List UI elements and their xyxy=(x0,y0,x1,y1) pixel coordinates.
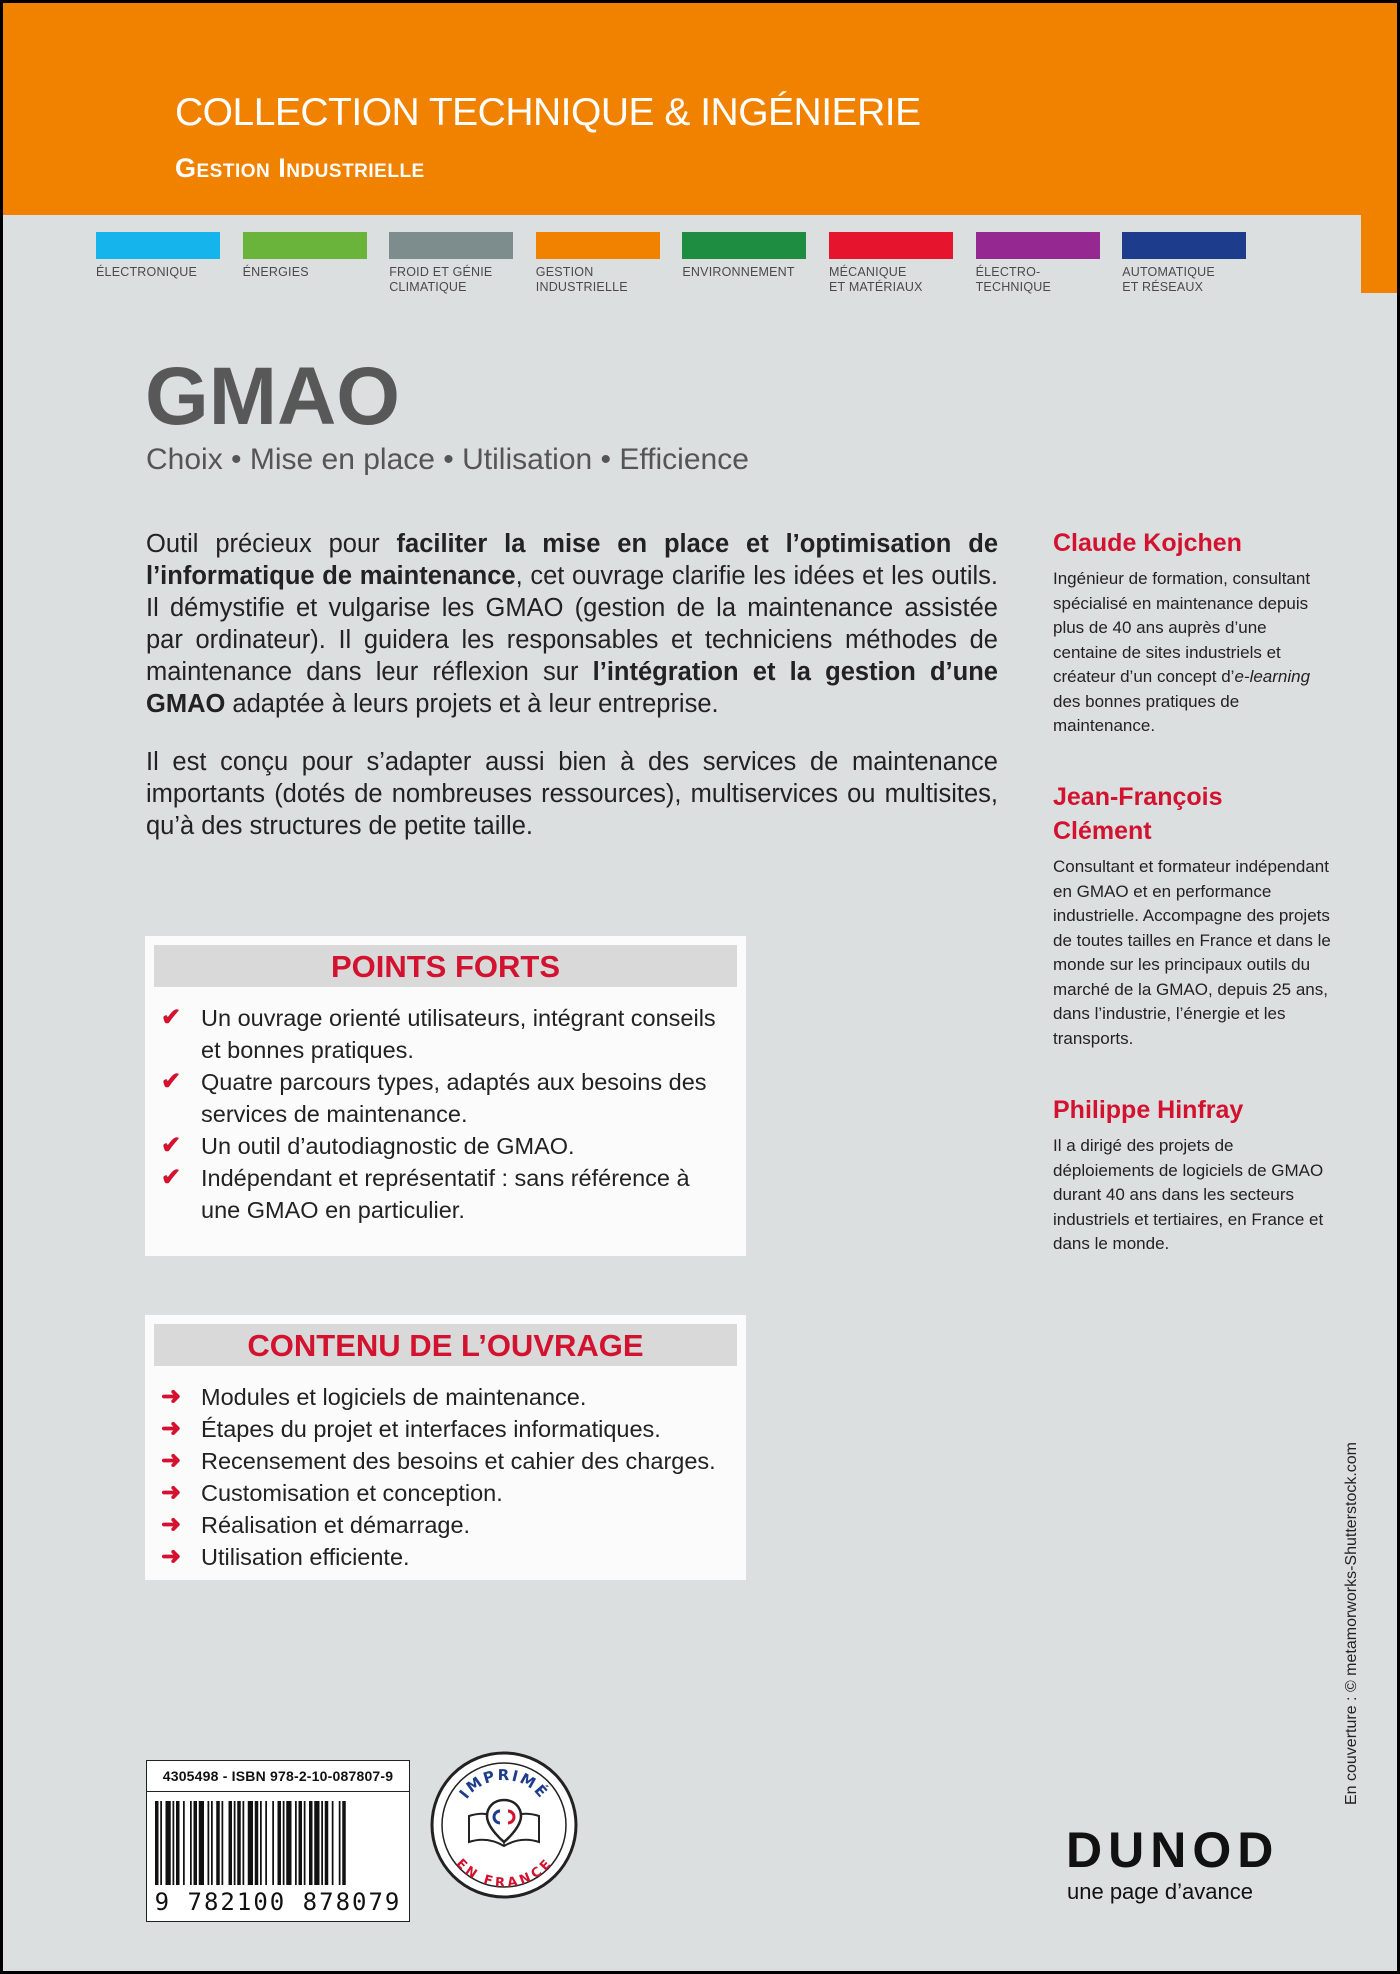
isbn-code-line: 4305498 - ISBN 978-2-10-087807-9 xyxy=(147,1761,409,1792)
author-name-2: Jean-François Clément xyxy=(1053,783,1223,845)
category-label: ÉLECTRONIQUE xyxy=(96,265,198,279)
category-label: ENVIRONNEMENT xyxy=(682,265,795,279)
arrow-right-icon: ➜ xyxy=(161,1543,182,1570)
category-1 xyxy=(243,232,367,280)
checkmark-icon: ✔ xyxy=(161,1132,182,1159)
points-forts-box xyxy=(145,936,746,1256)
stamp-bottom-text: EN FRANCE xyxy=(452,1856,556,1892)
list-item-text: Un outil d’autodiagnostic de GMAO. xyxy=(201,1133,575,1159)
intro-text-run: , cet ouvrage clarifie les idées et les outils. Il démystifie et vulgarise les GMAO (gestion de la maintenance assistée par ordinateur). Il guidera les responsables et techniciens méthodes de maintenance dans leur réflexion sur xyxy=(146,562,998,686)
category-label: MÉCANIQUE ET MATÉRIAUX xyxy=(829,265,923,294)
category-color-bar xyxy=(96,232,220,259)
category-color-bar xyxy=(976,232,1100,259)
cover-credit: En couverture : © metamorworks-Shutterstock.com xyxy=(1343,1441,1360,1805)
arrow-right-icon: ➜ xyxy=(161,1415,182,1442)
checkmark-icon: ✔ xyxy=(161,1164,182,1191)
checkmark-icon: ✔ xyxy=(161,1004,182,1031)
author-name-3: Philippe Hinfray xyxy=(1053,1096,1244,1124)
category-7 xyxy=(1122,232,1246,295)
list-item-text: Réalisation et démarrage. xyxy=(201,1512,471,1538)
list-item-text: Quatre parcours types, adaptés aux besoins des services de maintenance. xyxy=(201,1069,707,1127)
category-6 xyxy=(976,232,1100,295)
barcode-digits: 9 782100 878079 xyxy=(154,1888,402,1916)
contenu-item xyxy=(159,1477,729,1509)
isbn-barcode xyxy=(146,1760,410,1922)
category-3 xyxy=(536,232,660,295)
list-item-text: Un ouvrage orienté utilisateurs, intégrant conseils et bonnes pratiques. xyxy=(201,1005,716,1063)
list-item-text: Indépendant et représentatif : sans référence à une GMAO en particulier. xyxy=(201,1165,690,1223)
contenu-item xyxy=(159,1413,729,1445)
points-forts-item xyxy=(159,1002,729,1066)
category-color-bar xyxy=(829,232,953,259)
list-item-text: Modules et logiciels de maintenance. xyxy=(201,1384,587,1410)
points-forts-item xyxy=(159,1130,729,1162)
points-forts-list xyxy=(159,1002,729,1226)
intro-paragraph-1 xyxy=(146,528,998,720)
category-0 xyxy=(96,232,220,280)
orange-header-band xyxy=(3,3,1397,215)
stamp-top-text: IMPRIMÉ xyxy=(455,1765,553,1803)
dunod-logo: DUNOD xyxy=(1066,1822,1280,1878)
author-bio-1: Ingénieur de formation, consultant spécialisé en maintenance depuis plus de 40 ans auprès d’une centaine de sites industriels et créateur d’un concept d’e-learning des bonnes pratiques de maintenance. xyxy=(1053,569,1311,735)
contenu-title: CONTENU DE L’OUVRAGE xyxy=(154,1324,737,1366)
points-forts-item xyxy=(159,1162,729,1226)
orange-side-tab xyxy=(1361,215,1397,293)
collection-subtitle: Gestion Industrielle xyxy=(175,153,425,183)
points-forts-title: POINTS FORTS xyxy=(154,945,737,987)
intro-text-run: adaptée à leurs projets et à leur entreprise. xyxy=(225,690,719,718)
category-color-bar xyxy=(243,232,367,259)
barcode-bars xyxy=(155,1801,401,1889)
contenu-box xyxy=(145,1315,746,1580)
collection-title: COLLECTION TECHNIQUE & INGÉNIERIE xyxy=(175,91,921,134)
author-bio-3: Il a dirigé des projets de déploiements de logiciels de GMAO durant 40 ans dans les secteurs industriels et tertiaires, en France et dans le monde. xyxy=(1053,1136,1324,1253)
list-item-text: Customisation et conception. xyxy=(201,1480,503,1506)
imprime-en-france-stamp xyxy=(429,1750,579,1900)
category-2 xyxy=(389,232,513,295)
category-5 xyxy=(829,232,953,295)
list-item-text: Recensement des besoins et cahier des charges. xyxy=(201,1448,716,1474)
dunod-tagline: une page d’avance xyxy=(1067,1879,1253,1904)
author-name-1: Claude Kojchen xyxy=(1053,529,1242,557)
category-label: GESTION INDUSTRIELLE xyxy=(535,265,628,294)
category-color-bar xyxy=(389,232,513,259)
arrow-right-icon: ➜ xyxy=(161,1479,182,1506)
contenu-item xyxy=(159,1445,729,1477)
intro-text-run: Outil précieux pour xyxy=(146,530,397,558)
category-color-bar xyxy=(682,232,806,259)
intro-bold-run: l’intégration et la gestion d’une GMAO xyxy=(146,658,998,718)
contenu-list xyxy=(159,1381,729,1573)
category-label: ÉLECTRO- TECHNIQUE xyxy=(975,265,1052,294)
arrow-right-icon: ➜ xyxy=(161,1447,182,1474)
category-label: FROID ET GÉNIE CLIMATIQUE xyxy=(389,265,493,294)
arrow-right-icon: ➜ xyxy=(161,1383,182,1410)
category-color-bar xyxy=(536,232,660,259)
category-label: ÉNERGIES xyxy=(242,265,309,279)
contenu-item xyxy=(159,1509,729,1541)
contenu-item xyxy=(159,1381,729,1413)
back-cover xyxy=(3,3,1397,1971)
category-color-bar xyxy=(1122,232,1246,259)
category-label: AUTOMATIQUE ET RÉSEAUX xyxy=(1122,265,1215,294)
contenu-item xyxy=(159,1541,729,1573)
author-bio-2: Consultant et formateur indépendant en GMAO et en performance industrielle. Accompagne des projets de toutes tailles en France et dans le monde sur les principaux outils du marché de la GMAO, depuis 25 ans, dans l’industrie, l’énergie et les transports. xyxy=(1053,857,1331,1048)
book-title: GMAO xyxy=(145,351,401,442)
intro-paragraph-2: Il est conçu pour s’adapter aussi bien à des services de maintenance importants (dotés de nombreuses ressources), multiservices ou multisites, qu’à des structures de petite taille. xyxy=(146,748,998,840)
list-item-text: Étapes du projet et interfaces informatiques. xyxy=(201,1416,661,1442)
category-4 xyxy=(682,232,806,280)
points-forts-item xyxy=(159,1066,729,1130)
checkmark-icon: ✔ xyxy=(161,1068,182,1095)
intro-bold-run: faciliter la mise en place et l’optimisation de l’informatique de maintenance xyxy=(146,530,998,590)
book-subtitle: Choix • Mise en place • Utilisation • Efficience xyxy=(146,443,749,476)
arrow-right-icon: ➜ xyxy=(161,1511,182,1538)
list-item-text: Utilisation efficiente. xyxy=(201,1544,410,1570)
italic-term: e-learning xyxy=(1234,667,1311,686)
